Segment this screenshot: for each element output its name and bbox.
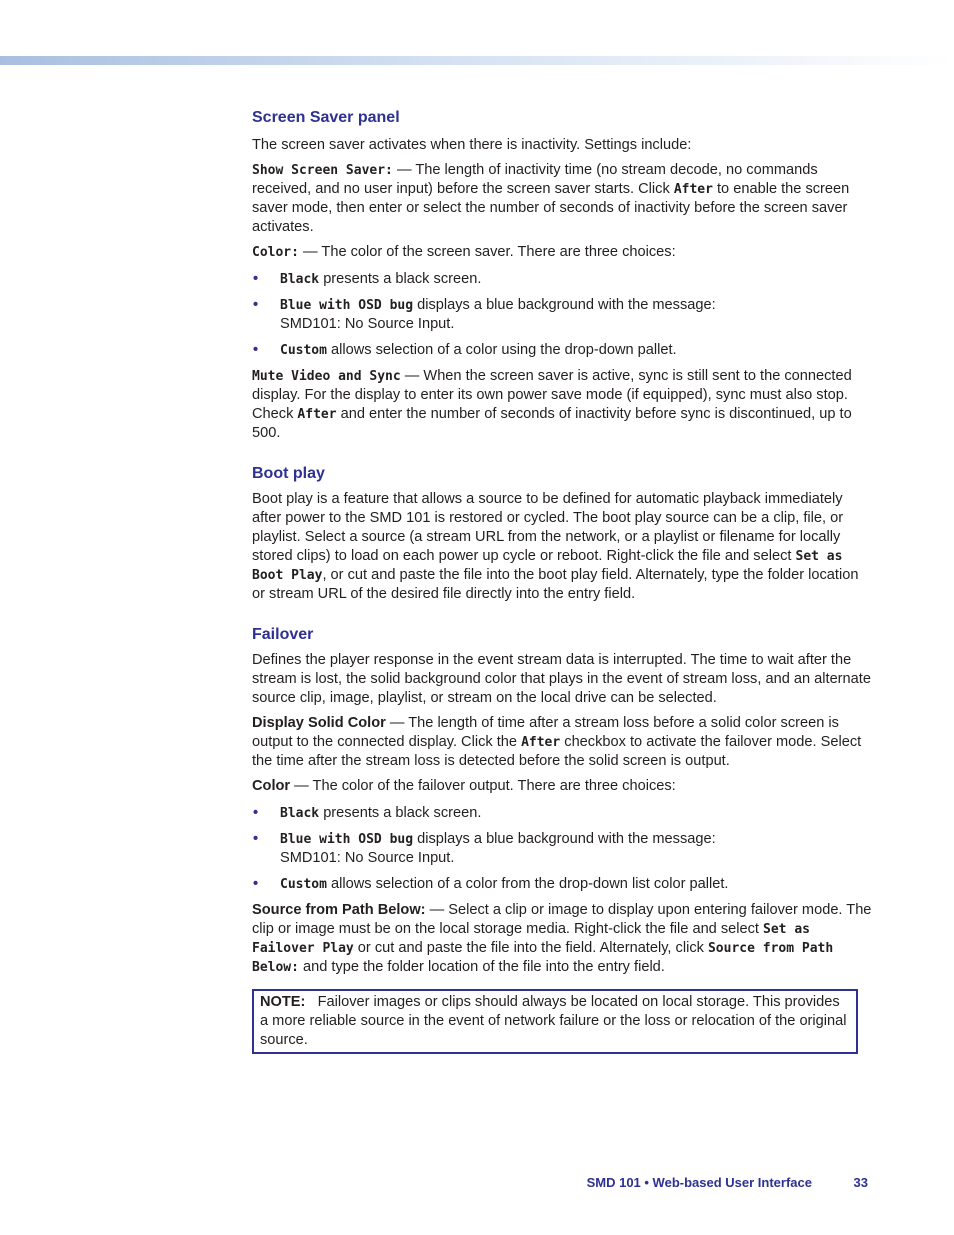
bullet-message: SMD101: No Source Input. xyxy=(280,316,455,332)
color-text: — The color of the screen saver. There are three choices: xyxy=(298,244,676,260)
bullet-icon: • xyxy=(253,297,259,313)
note-text: Failover images or clips should always be located on local storage. This provides a more reliable source in the event of network failure or the loss or relocation of the original source. xyxy=(260,994,847,1048)
bullet-text: displays a blue background with the message: xyxy=(413,831,716,847)
display-solid-color-paragraph xyxy=(252,714,872,771)
boot-play-text-b: , or cut and paste the file into the boot play field. Alternately, type the folder location or stream URL of the desired file directly into the entry field. xyxy=(252,567,859,602)
source-text-b: or cut and paste the file into the field. Alternately, click xyxy=(353,940,708,956)
mute-video-paragraph xyxy=(252,367,872,443)
show-screen-saver-paragraph xyxy=(252,161,872,237)
source-from-path-label: Source from Path Below: xyxy=(252,902,426,918)
source-text-c: and type the folder location of the file into the entry field. xyxy=(298,959,665,975)
boot-play-paragraph xyxy=(252,490,872,604)
color-label: Color: xyxy=(252,245,299,260)
source-from-path-mono-label: Source from Path Below: xyxy=(252,941,834,975)
display-text-a: — The length of time after a stream loss before a solid color screen is output to the connected display. Click the xyxy=(252,715,839,750)
show-text-b: to enable the screen saver mode, then enter or select the number of seconds of inactivity before the screen saver activates. xyxy=(252,181,850,235)
bullet-term: Custom xyxy=(280,877,327,892)
bullet-icon: • xyxy=(253,805,259,821)
bullet-text: allows selection of a color from the drop-down list color pallet. xyxy=(326,876,729,892)
heading-screen-saver: Screen Saver panel xyxy=(252,109,400,126)
list-item xyxy=(252,875,872,894)
set-as-failover-play-label: Set as Failover Play xyxy=(252,922,810,956)
source-from-path-paragraph xyxy=(252,901,872,977)
page-footer xyxy=(0,1175,954,1193)
display-text-b: checkbox to activate the failover mode. Select the time after the stream loss is detected before the solid screen is output. xyxy=(252,734,862,769)
source-text-a: — Select a clip or image to display upon entering failover mode. The clip or image must be on the local storage media. Right-click the file and select xyxy=(252,902,872,937)
note-label: NOTE: xyxy=(260,994,306,1010)
failover-intro: Defines the player response in the event stream data is interrupted. The time to wait after the stream is lost, the solid background color that plays in the event of stream loss, and an alternate source clip, image, playlist, or stream on the local drive can be selected. xyxy=(252,652,871,706)
color-paragraph xyxy=(252,243,872,262)
list-item xyxy=(252,296,872,334)
header-gradient-bar xyxy=(0,56,954,65)
screen-saver-intro: The screen saver activates when there is inactivity. Settings include: xyxy=(252,137,692,153)
after-label: After xyxy=(521,735,561,750)
list-item xyxy=(252,270,872,289)
page-content xyxy=(252,108,872,1054)
footer-title: SMD 101 • Web-based User Interface xyxy=(586,1175,812,1190)
bullet-text: presents a black screen. xyxy=(319,805,482,821)
bullet-term: Blue with OSD bug xyxy=(280,298,414,313)
bullet-text: presents a black screen. xyxy=(319,271,482,287)
heading-boot-play: Boot play xyxy=(252,465,325,482)
bullet-term: Custom xyxy=(280,343,327,358)
bullet-icon: • xyxy=(253,831,259,847)
failover-color-paragraph xyxy=(252,777,872,796)
mute-text-a: — When the screen saver is active, sync is still sent to the connected display. For the display to enter its own power save mode (if equipped), sync must also stop. Check xyxy=(252,368,852,422)
show-screen-saver-label: Show Screen Saver: xyxy=(252,163,393,178)
bullet-term: Blue with OSD bug xyxy=(280,832,414,847)
bullet-message: SMD101: No Source Input. xyxy=(280,850,455,866)
note-box xyxy=(252,989,858,1054)
bullet-icon: • xyxy=(253,876,259,892)
page-number: 33 xyxy=(853,1175,868,1190)
boot-play-text-a: Boot play is a feature that allows a source to be defined for automatic playback immediately after power to the SMD 101 is restored or cycled. The boot play source can be a clip, file, or playlist. Select a source (a stream URL from the network, or a playlist or filename for locally stored clips) to load on each power up cycle or reboot. Right-click the file and select xyxy=(252,491,844,564)
heading-failover: Failover xyxy=(252,626,314,643)
bullet-term: Black xyxy=(280,806,320,821)
bullet-text: displays a blue background with the message: xyxy=(413,297,716,313)
failover-color-text: — The color of the failover output. There are three choices: xyxy=(290,778,676,794)
bullet-term: Black xyxy=(280,272,320,287)
list-item xyxy=(252,830,872,868)
list-item xyxy=(252,341,872,360)
list-item xyxy=(252,804,872,823)
failover-color-label: Color xyxy=(252,778,291,794)
display-solid-color-label: Display Solid Color xyxy=(252,715,386,731)
show-text-a: — The length of inactivity time (no stream decode, no commands received, and no user input) before the screen saver starts. Click xyxy=(252,162,818,197)
set-as-boot-play-label: Set as Boot Play xyxy=(252,549,843,583)
after-label: After xyxy=(673,182,713,197)
bullet-icon: • xyxy=(253,342,259,358)
mute-video-label: Mute Video and Sync xyxy=(252,369,401,384)
bullet-icon: • xyxy=(253,271,259,287)
after-label: After xyxy=(297,407,337,422)
mute-text-b: and enter the number of seconds of inactivity before sync is discontinued, up to 500. xyxy=(252,406,852,441)
bullet-text: allows selection of a color using the drop-down pallet. xyxy=(326,342,677,358)
